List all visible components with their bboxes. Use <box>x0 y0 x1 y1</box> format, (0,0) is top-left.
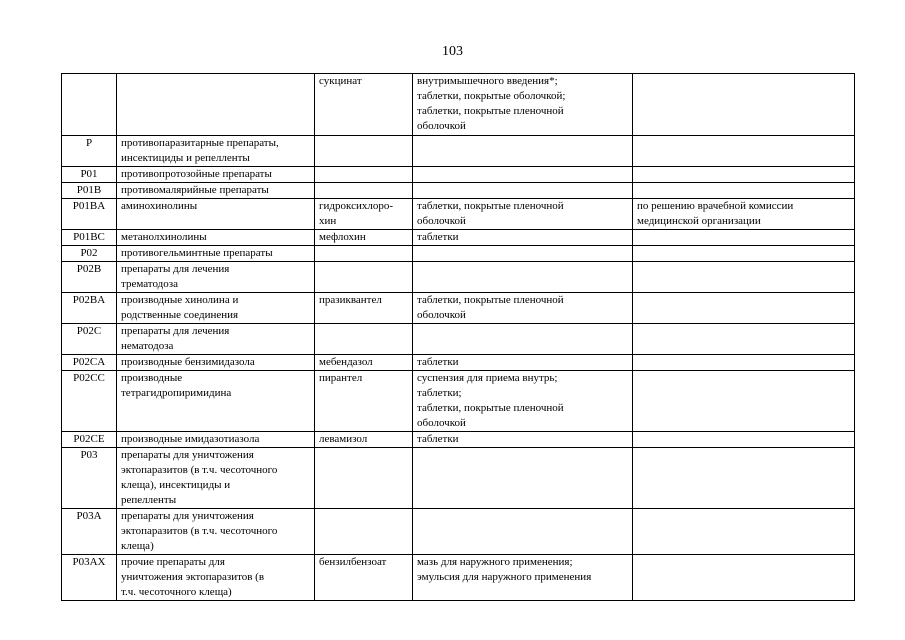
anatomical-group-cell-line: препараты для уничтожения <box>121 510 254 522</box>
anatomical-group-cell-line: трематодоза <box>121 278 178 290</box>
anatomical-group-cell-line: производные бензимидазола <box>121 356 255 368</box>
drug-name-cell-line: сукцинат <box>319 75 362 87</box>
dosage-form-cell <box>413 74 633 136</box>
table-row <box>62 293 855 324</box>
dosage-form-cell-line: мазь для наружного применения; <box>417 556 573 568</box>
drug-name-cell-line: гидроксихлоро- <box>319 200 393 212</box>
anatomical-group-cell-line: репелленты <box>121 494 177 506</box>
atc-code-cell: P <box>62 136 117 167</box>
dosage-form-cell-line: оболочкой <box>417 309 466 321</box>
drug-name-cell-line: пирантел <box>319 372 363 384</box>
medication-table <box>61 73 855 601</box>
anatomical-group-cell-line: противомалярийные препараты <box>121 184 269 196</box>
atc-code-cell: P02C <box>62 324 117 355</box>
dosage-form-cell <box>413 183 633 199</box>
notes-cell-line: медицинской организации <box>637 215 761 227</box>
table-row <box>62 509 855 555</box>
dosage-form-cell <box>413 432 633 448</box>
anatomical-group-cell <box>117 355 315 371</box>
notes-cell <box>633 74 855 136</box>
drug-name-cell <box>315 183 413 199</box>
notes-cell <box>633 183 855 199</box>
table-row <box>62 230 855 246</box>
dosage-form-cell <box>413 167 633 183</box>
drug-name-cell <box>315 262 413 293</box>
drug-name-cell-line: бензилбензоат <box>319 556 387 568</box>
drug-name-cell <box>315 199 413 230</box>
page-number: 103 <box>442 44 463 59</box>
dosage-form-cell-line: суспензия для приема внутрь; <box>417 372 558 384</box>
anatomical-group-cell-line: метанолхинолины <box>121 231 207 243</box>
atc-code-cell: P01BA <box>62 199 117 230</box>
notes-cell <box>633 262 855 293</box>
drug-name-cell <box>315 136 413 167</box>
dosage-form-cell-line: таблетки; <box>417 387 462 399</box>
notes-cell <box>633 199 855 230</box>
drug-name-cell <box>315 509 413 555</box>
dosage-form-cell <box>413 509 633 555</box>
notes-cell-line: по решению врачебной комиссии <box>637 200 794 212</box>
dosage-form-cell-line: оболочкой <box>417 120 466 132</box>
table-row <box>62 432 855 448</box>
notes-cell <box>633 355 855 371</box>
drug-name-cell <box>315 555 413 601</box>
atc-code-cell: P03 <box>62 448 117 509</box>
dosage-form-cell-line: таблетки, покрытые пленочной <box>417 200 564 212</box>
anatomical-group-cell <box>117 136 315 167</box>
drug-name-cell <box>315 324 413 355</box>
table-row <box>62 199 855 230</box>
dosage-form-cell-line: таблетки, покрытые пленочной <box>417 105 564 117</box>
notes-cell <box>633 246 855 262</box>
table-row <box>62 555 855 601</box>
anatomical-group-cell <box>117 509 315 555</box>
table-row <box>62 246 855 262</box>
drug-name-cell <box>315 293 413 324</box>
anatomical-group-cell <box>117 246 315 262</box>
dosage-form-cell-line: таблетки, покрытые пленочной <box>417 294 564 306</box>
notes-cell <box>633 432 855 448</box>
drug-name-cell <box>315 246 413 262</box>
atc-code-cell: P02 <box>62 246 117 262</box>
dosage-form-cell <box>413 448 633 509</box>
anatomical-group-cell-line: противопаразитарные препараты, <box>121 137 279 149</box>
dosage-form-cell <box>413 555 633 601</box>
dosage-form-cell-line: таблетки <box>417 231 459 243</box>
anatomical-group-cell-line: противопротозойные препараты <box>121 168 272 180</box>
anatomical-group-cell-line: нематодоза <box>121 340 174 352</box>
anatomical-group-cell <box>117 230 315 246</box>
anatomical-group-cell-line: противогельминтные препараты <box>121 247 273 259</box>
atc-code-cell: P02B <box>62 262 117 293</box>
anatomical-group-cell <box>117 262 315 293</box>
anatomical-group-cell-line: аминохинолины <box>121 200 198 212</box>
table-row <box>62 371 855 432</box>
dosage-form-cell-line: оболочкой <box>417 417 466 429</box>
dosage-form-cell-line: внутримышечного введения*; <box>417 75 558 87</box>
atc-code-cell: P01 <box>62 167 117 183</box>
atc-code-cell: P02CE <box>62 432 117 448</box>
drug-name-cell-line: празиквантел <box>319 294 382 306</box>
atc-code-cell: P02BA <box>62 293 117 324</box>
table-row <box>62 167 855 183</box>
drug-name-cell <box>315 448 413 509</box>
anatomical-group-cell <box>117 293 315 324</box>
drug-name-cell <box>315 355 413 371</box>
anatomical-group-cell-line: производные хинолина и <box>121 294 239 306</box>
anatomical-group-cell-line: производные имидазотиазола <box>121 433 260 445</box>
notes-cell <box>633 167 855 183</box>
drug-name-cell <box>315 167 413 183</box>
anatomical-group-cell-line: препараты для лечения <box>121 263 230 275</box>
dosage-form-cell-line: таблетки <box>417 356 459 368</box>
dosage-form-cell <box>413 230 633 246</box>
notes-cell <box>633 371 855 432</box>
notes-cell <box>633 448 855 509</box>
dosage-form-cell <box>413 355 633 371</box>
anatomical-group-cell <box>117 199 315 230</box>
anatomical-group-cell-line: уничтожения эктопаразитов (в <box>121 571 265 583</box>
table-row <box>62 262 855 293</box>
drug-name-cell-line: мефлохин <box>319 231 366 243</box>
drug-name-cell <box>315 230 413 246</box>
dosage-form-cell <box>413 371 633 432</box>
dosage-form-cell-line: таблетки, покрытые пленочной <box>417 402 564 414</box>
anatomical-group-cell-line: препараты для уничтожения <box>121 449 254 461</box>
dosage-form-cell <box>413 293 633 324</box>
atc-code-cell: P01B <box>62 183 117 199</box>
anatomical-group-cell <box>117 324 315 355</box>
dosage-form-cell-line: таблетки, покрытые оболочкой; <box>417 90 566 102</box>
dosage-form-cell <box>413 246 633 262</box>
anatomical-group-cell-line: инсектициды и репелленты <box>121 152 250 164</box>
anatomical-group-cell <box>117 448 315 509</box>
table-row <box>62 183 855 199</box>
anatomical-group-cell <box>117 74 315 136</box>
anatomical-group-cell-line: препараты для лечения <box>121 325 230 337</box>
anatomical-group-cell <box>117 371 315 432</box>
anatomical-group-cell <box>117 555 315 601</box>
dosage-form-cell <box>413 136 633 167</box>
atc-code-cell: P03AX <box>62 555 117 601</box>
anatomical-group-cell-line: эктопаразитов (в т.ч. чесоточного <box>121 464 278 476</box>
anatomical-group-cell <box>117 183 315 199</box>
table-row <box>62 324 855 355</box>
notes-cell <box>633 555 855 601</box>
table-row <box>62 448 855 509</box>
atc-code-cell: P02CC <box>62 371 117 432</box>
notes-cell <box>633 509 855 555</box>
anatomical-group-cell-line: клеща), инсектициды и <box>121 479 231 491</box>
anatomical-group-cell <box>117 432 315 448</box>
dosage-form-cell-line: эмульсия для наружного применения <box>417 571 592 583</box>
atc-code-cell <box>62 74 117 136</box>
drug-name-cell-line: мебендазол <box>319 356 373 368</box>
drug-name-cell <box>315 74 413 136</box>
anatomical-group-cell-line: эктопаразитов (в т.ч. чесоточного <box>121 525 278 537</box>
anatomical-group-cell-line: тетрагидропиримидина <box>121 387 232 399</box>
anatomical-group-cell-line: прочие препараты для <box>121 556 225 568</box>
notes-cell <box>633 293 855 324</box>
anatomical-group-cell <box>117 167 315 183</box>
anatomical-group-cell-line: родственные соединения <box>121 309 239 321</box>
table-row <box>62 136 855 167</box>
drug-name-cell <box>315 371 413 432</box>
notes-cell <box>633 324 855 355</box>
anatomical-group-cell-line: производные <box>121 372 183 384</box>
notes-cell <box>633 136 855 167</box>
table-row <box>62 74 855 136</box>
table-row <box>62 355 855 371</box>
anatomical-group-cell-line: клеща) <box>121 540 154 552</box>
dosage-form-cell <box>413 324 633 355</box>
drug-name-cell-line: левамизол <box>319 433 368 445</box>
notes-cell <box>633 230 855 246</box>
dosage-form-cell-line: оболочкой <box>417 215 466 227</box>
drug-name-cell <box>315 432 413 448</box>
atc-code-cell: P03A <box>62 509 117 555</box>
atc-code-cell: P01BC <box>62 230 117 246</box>
drug-name-cell-line: хин <box>319 215 337 227</box>
anatomical-group-cell-line: т.ч. чесоточного клеща) <box>121 586 232 598</box>
dosage-form-cell <box>413 199 633 230</box>
atc-code-cell: P02CA <box>62 355 117 371</box>
dosage-form-cell <box>413 262 633 293</box>
dosage-form-cell-line: таблетки <box>417 433 459 445</box>
